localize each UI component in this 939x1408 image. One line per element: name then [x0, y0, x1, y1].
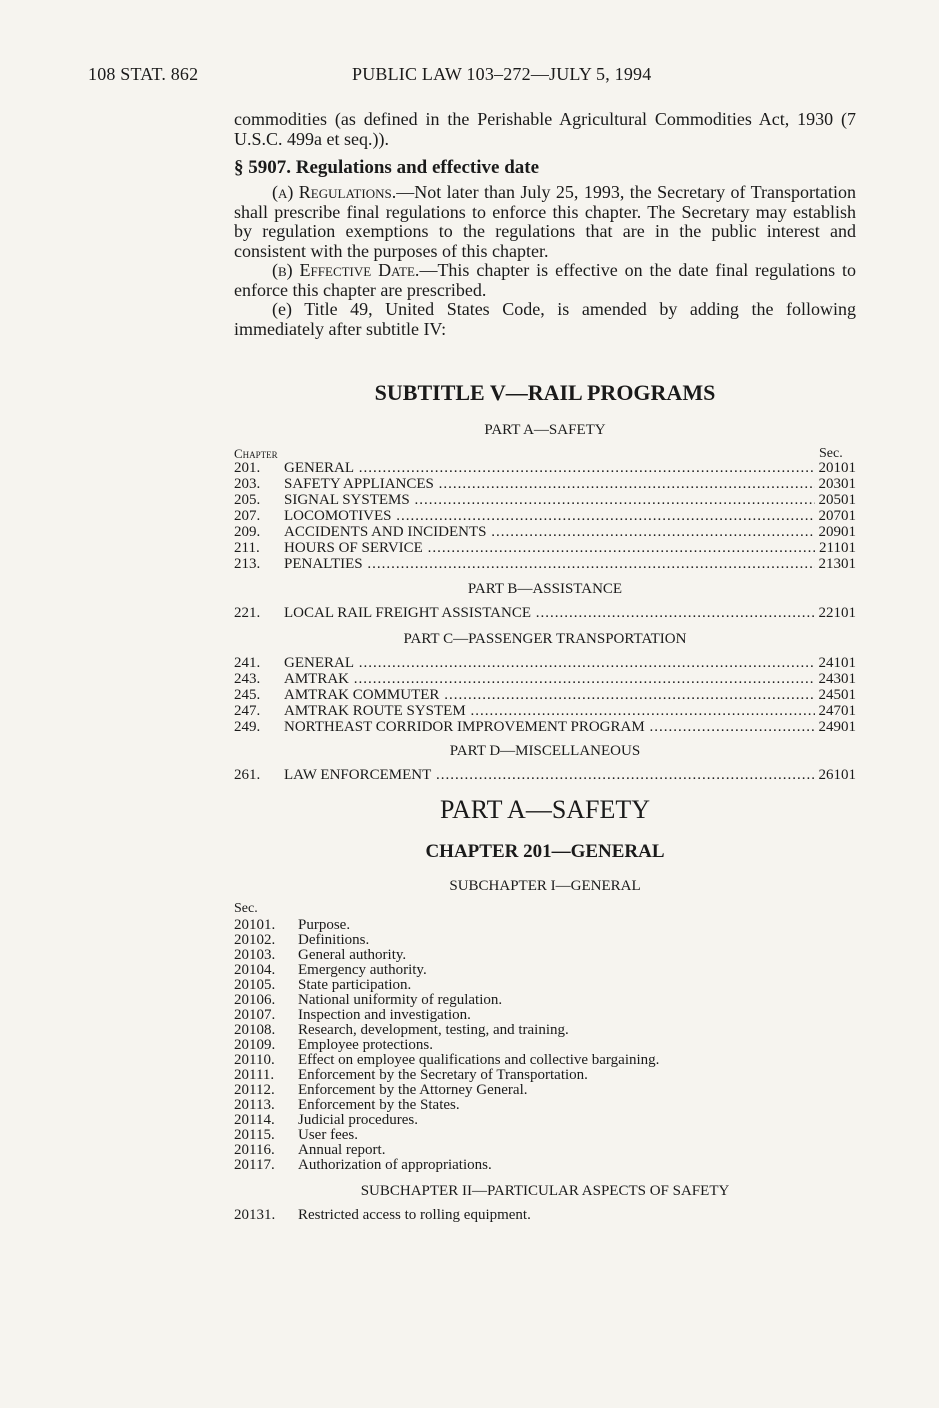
section-text-block — [234, 110, 856, 339]
section-list-item: 20114. Judicial procedures. — [234, 1112, 418, 1128]
subsection-b-text: —This chapter is effective on the date final regulations to enforce this chapter are prescribed. — [234, 260, 856, 300]
toc-row: 247. AMTRAK ROUTE SYSTEM ..... 24701 — [234, 704, 856, 719]
subsection-b-label: (b) Effective Date. — [272, 260, 420, 280]
toc-chapter-label: Chapter — [234, 446, 278, 461]
section-list-item: 20112. Enforcement by the Attorney General. — [234, 1082, 528, 1098]
toc-row: 205. SIGNAL SYSTEMS ..... 20501 — [234, 493, 856, 508]
toc-row: 211. HOURS OF SERVICE ..... 21101 — [234, 541, 856, 556]
toc-part-d-title: PART D—MISCELLANEOUS — [449, 743, 641, 759]
subsection-e: (e) Title 49, United States Code, is amended by adding the following immediately after subtitle IV: — [234, 299, 856, 339]
section-list-item: 20102. Definitions. — [234, 932, 370, 948]
section-list-item: 20108. Research, development, testing, and training. — [234, 1022, 569, 1038]
section-list-item: 20117. Authorization of appropriations. — [234, 1157, 492, 1173]
subsection-a-label: (a) Regulations. — [272, 182, 397, 202]
section-list-item: 20109. Employee protections. — [234, 1037, 433, 1053]
section-list-item: 20107. Inspection and investigation. — [234, 1007, 471, 1023]
toc-row: 261. LAW ENFORCEMENT ..... 26101 — [234, 768, 856, 783]
section-list-item: 20110. Effect on employee qualifications and collective bargaining. — [234, 1052, 660, 1068]
page-running-head: PUBLIC LAW 103–272—JULY 5, 1994 — [352, 64, 652, 84]
subsection-a-text: —Not later than July 25, 1993, the Secretary of Transportation shall prescribe final regulations to enforce this chapter. The Secretary may establish by regulation exemptions to the regulations that are in the public interest and consistent with the purposes of this chapter. — [234, 182, 856, 261]
toc-row: 249. NORTHEAST CORRIDOR IMPROVEMENT PROGRAM ..... 24901 — [234, 720, 856, 735]
part-a-heading: PART A—SAFETY — [439, 795, 651, 824]
chapter-201-heading: CHAPTER 201—GENERAL — [425, 841, 665, 862]
toc-row: 241. GENERAL ..... 24101 — [234, 656, 856, 671]
toc-row: 213. PENALTIES ..... 21301 — [234, 557, 856, 572]
section-list-item: 20116. Annual report. — [234, 1142, 386, 1158]
toc-sec-label: Sec. — [819, 446, 843, 461]
section-list-item: 20104. Emergency authority. — [234, 962, 427, 978]
toc-row: 221. LOCAL RAIL FREIGHT ASSISTANCE ..... 22101 — [234, 606, 856, 621]
subsection-b — [234, 261, 856, 300]
toc-part-b-title: PART B—ASSISTANCE — [467, 581, 623, 597]
toc-row: 207. LOCOMOTIVES ..... 20701 — [234, 509, 856, 524]
subchapter-sec-label: Sec. — [234, 901, 258, 916]
section-list-item: 20105. State participation. — [234, 977, 412, 993]
toc-row: 245. AMTRAK COMMUTER ..... 24501 — [234, 688, 856, 703]
toc-row: 203. SAFETY APPLIANCES ..... 20301 — [234, 477, 856, 492]
subtitle-heading: SUBTITLE V—RAIL PROGRAMS — [374, 380, 716, 405]
toc-part-a-title: PART A—SAFETY — [484, 422, 606, 438]
section-list-item: 20131. Restricted access to rolling equipment. — [234, 1207, 531, 1223]
toc-part-c-title: PART C—PASSENGER TRANSPORTATION — [403, 631, 687, 647]
page-stat-reference: 108 STAT. 862 — [88, 64, 199, 84]
section-list-item: 20113. Enforcement by the States. — [234, 1097, 460, 1113]
section-list-item: 20111. Enforcement by the Secretary of Transportation. — [234, 1067, 588, 1083]
toc-row: 243. AMTRAK ..... 24301 — [234, 672, 856, 687]
section-5907-heading: § 5907. Regulations and effective date — [234, 157, 540, 178]
section-list-item: 20101. Purpose. — [234, 917, 351, 933]
subchapter-2-title: SUBCHAPTER II—PARTICULAR ASPECTS OF SAFETY — [360, 1183, 730, 1199]
section-list-item: 20106. National uniformity of regulation. — [234, 992, 503, 1008]
subsection-a — [234, 183, 856, 261]
subchapter-1-title: SUBCHAPTER I—GENERAL — [449, 878, 641, 894]
toc-row: 209. ACCIDENTS AND INCIDENTS ..... 20901 — [234, 525, 856, 540]
section-list-item: 20103. General authority. — [234, 947, 407, 963]
toc-row: 201. GENERAL ..... 20101 — [234, 461, 856, 476]
intro-paragraph: commodities (as defined in the Perishable Agricultural Commodities Act, 1930 (7 U.S.C. 499a et seq.)). — [234, 109, 856, 149]
section-list-item: 20115. User fees. — [234, 1127, 358, 1143]
